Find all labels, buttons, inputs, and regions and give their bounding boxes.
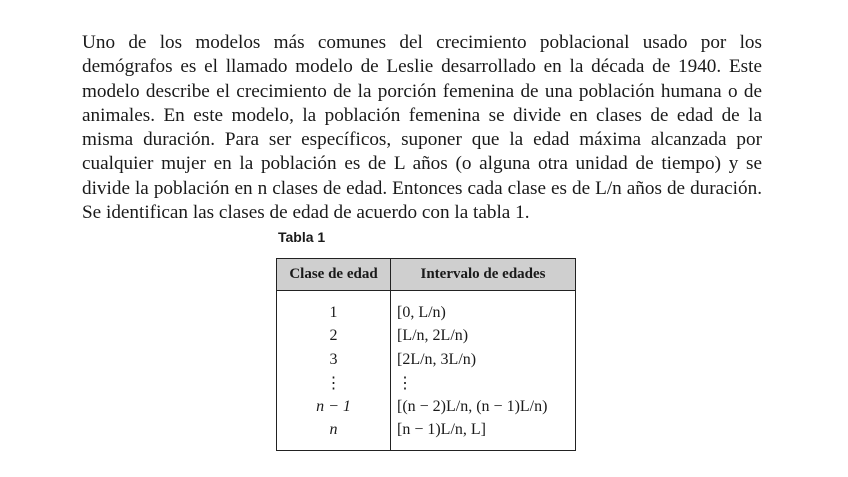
- age-class-table: [276, 258, 576, 451]
- age-interval-cell: [n − 1)L/n, L]: [397, 421, 486, 439]
- table-header-row: [277, 259, 576, 291]
- table-row: [277, 291, 576, 325]
- body-paragraph: Uno de los modelos más comunes del crecimiento poblacional usado por los demógrafos es el llamado modelo de Leslie desarrollado en la década de 1940. Este modelo describe el crecimiento de la porción femenina de una población humana o de animales. En este modelo, la población femenina se divide en clases de edad de la misma duración. Para ser específicos, suponer que la edad máxima alcanzada por cualquier mujer en la población es de L años (o alguna otra unidad de tiempo) y se divide la población en n clases de edad. Entonces cada clase es de L/n años de duración. Se identifican las clases de edad de acuerdo con la tabla 1.: [82, 32, 762, 224]
- header-age-class: Clase de edad: [277, 259, 391, 291]
- table-row: [277, 372, 576, 396]
- table-row: [277, 348, 576, 372]
- age-interval-cell: [2L/n, 3L/n): [397, 350, 477, 368]
- age-class-cell: 3: [277, 348, 391, 372]
- header-age-interval: Intervalo de edades: [391, 259, 576, 291]
- age-class-cell: n − 1: [277, 395, 391, 419]
- table-row: [277, 419, 576, 451]
- age-class-cell: 2: [277, 325, 391, 349]
- age-class-cell: 1: [277, 291, 391, 325]
- age-class-cell: n: [277, 419, 391, 451]
- age-interval-cell: ⋮: [397, 375, 413, 393]
- age-interval-cell: [0, L/n): [397, 303, 446, 321]
- table-caption: Tabla 1: [278, 229, 326, 245]
- table-row: [277, 395, 576, 419]
- age-interval-cell: [L/n, 2L/n): [397, 327, 469, 345]
- table-row: [277, 325, 576, 349]
- age-class-cell: ⋮: [277, 372, 391, 396]
- age-interval-cell: [(n − 2)L/n, (n − 1)L/n): [397, 397, 548, 415]
